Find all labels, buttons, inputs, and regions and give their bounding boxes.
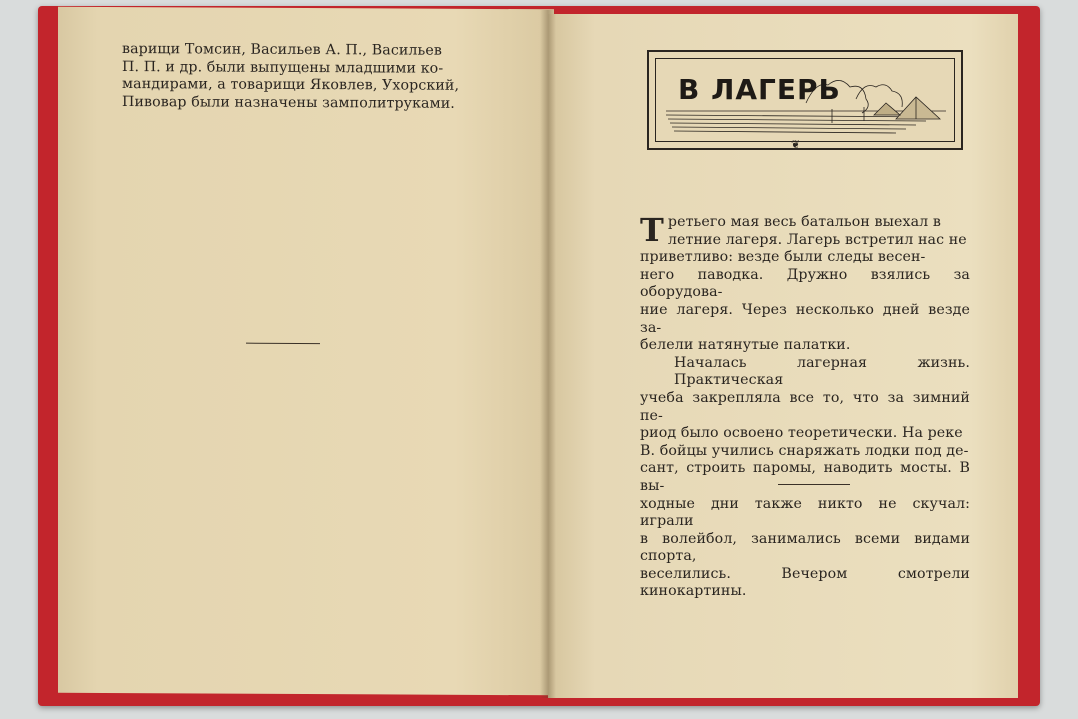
para2-line: сант, строить паромы, наводить мосты. В вы-: [640, 460, 970, 494]
book-spine-gutter: [540, 10, 556, 698]
para2-line: ходные дни также никто не скучал: играли: [640, 495, 970, 530]
chapter-title: В ЛАГЕРЬ: [678, 73, 841, 106]
left-page: [58, 7, 554, 696]
section-end-rule: [778, 484, 850, 485]
left-line: П. П. и др. были выпущены младшими ко-: [122, 58, 444, 77]
para1-line: приветливо: везде были следы весен-: [640, 249, 926, 266]
left-line: мандирами, а товарищи Яковлев, Ухорский,: [122, 76, 460, 94]
para1-line: летние лагеря. Лагерь встретил нас не: [667, 231, 967, 248]
left-page-text: [122, 41, 468, 113]
para2-line: учеба закрепляла все то, что за зимний пе-: [640, 389, 970, 424]
para1-line: белели натянутые палатки.: [640, 337, 851, 354]
right-page: [548, 14, 1018, 698]
para2-line: Началась лагерная жизнь. Практическая: [674, 354, 970, 389]
section-end-rule: [246, 343, 320, 344]
header-frame: [655, 58, 955, 142]
para2-line: веселились. Вечером смотрели кинокартины.: [640, 565, 970, 600]
drop-cap: Т: [640, 211, 664, 249]
para2-line: в волейбол, занимались всеми видами спорта,: [640, 530, 970, 565]
para1-line: ние лагеря. Через несколько дней везде за-: [640, 301, 970, 336]
left-line: Пивовар были назначены замполитруками.: [122, 93, 455, 112]
para2-line: В. бойцы учились снаряжать лодки под де-: [640, 442, 969, 459]
paragraph-1: [640, 211, 970, 355]
chapter-header-illustration: [647, 50, 963, 150]
ornament-icon: ❦: [791, 138, 801, 151]
paragraph-2: [640, 355, 970, 601]
left-line: варищи Томсин, Васильев А. П., Васильев: [122, 41, 442, 59]
para1-line: него паводка. Дружно взялись за оборудова-: [640, 266, 970, 301]
right-page-text: [640, 211, 970, 601]
para1-line: ретьего мая весь батальон выехал в: [667, 214, 941, 230]
para2-line: риод было освоено теоретически. На реке: [640, 425, 963, 442]
